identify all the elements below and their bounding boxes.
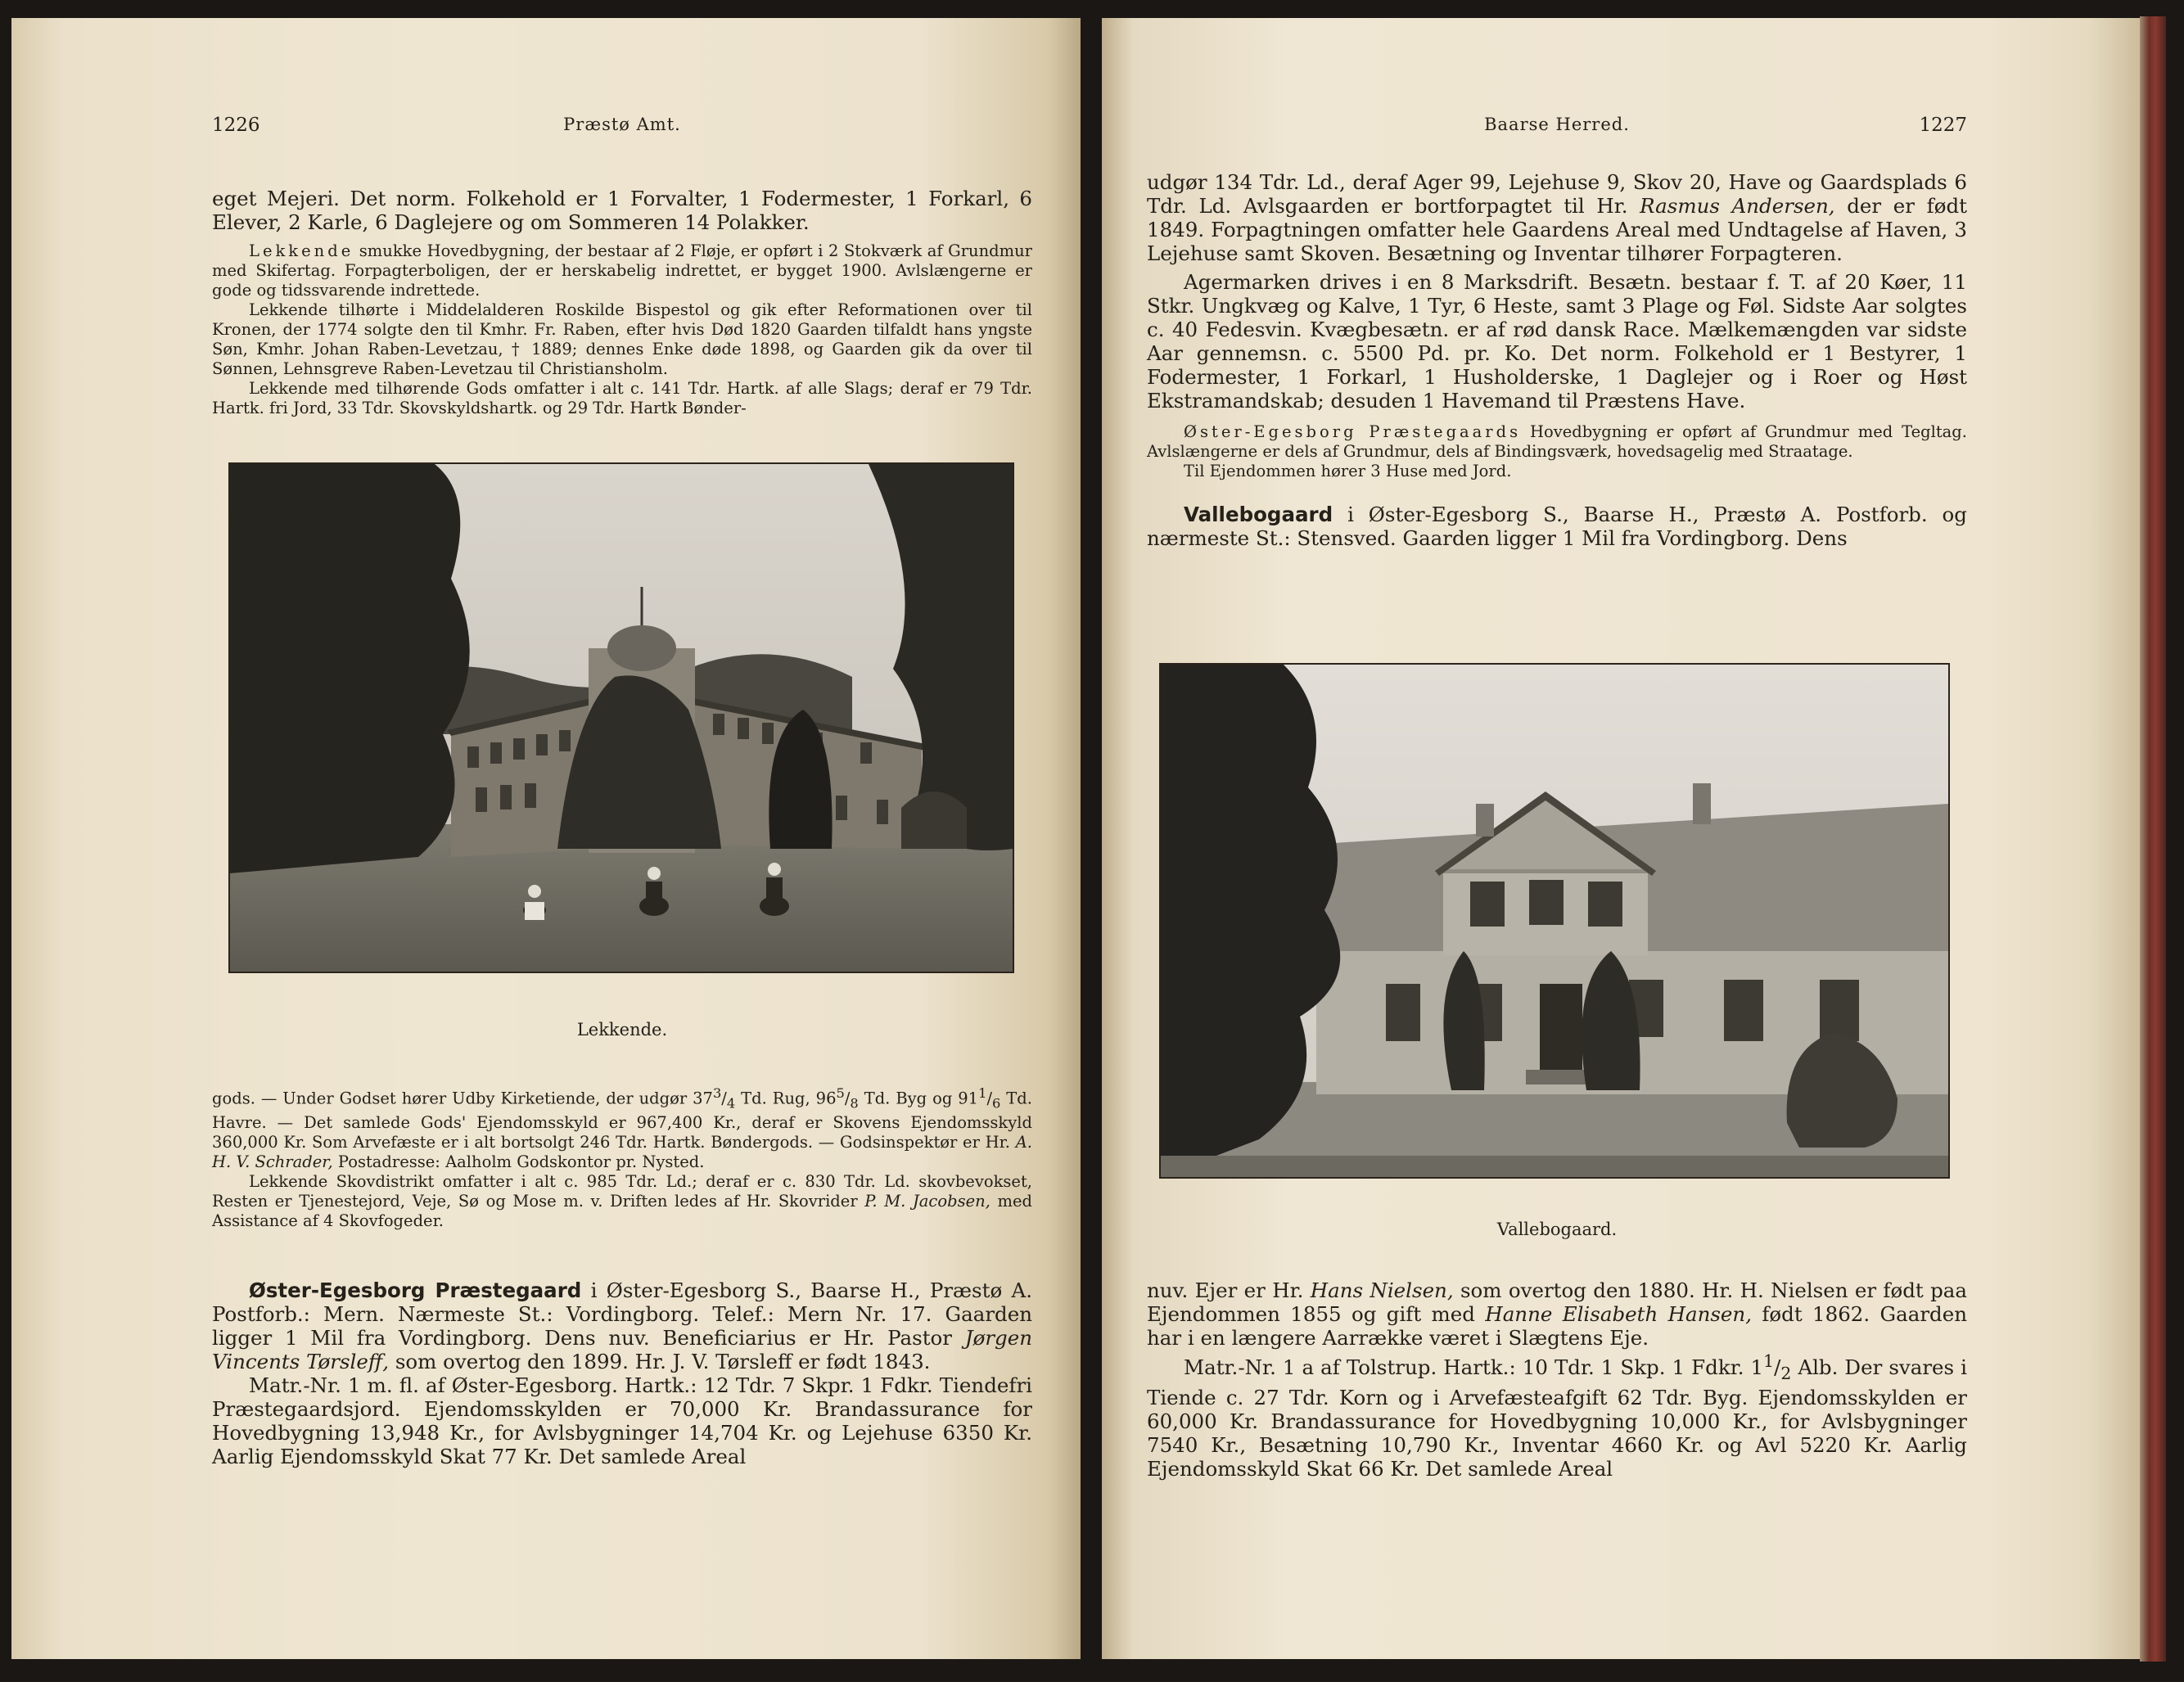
person-name: P. M. Jacobsen, [864,1192,990,1211]
paragraph: Lekkende tilhørte i Middelalderen Roskilde Bispestol og gik efter Reformationen over til Kronen, der 1774 solgte den til Kmhr. Fr. Raben, efter hvis Død 1820 Gaarden tilfaldt hans yngste Søn, Kmhr. Johan Raben-Levetzau, † 1889; dennes Enke døde 1898, og Gaarden gik da over til Sønnen, Lehnsgreve Raben-Levetzau til Christiansholm. [212,300,1032,378]
left-page-header [212,115,1032,144]
person-name: A. H. V. Schrader, [212,1133,1032,1172]
entry-title: Vallebogaard [1184,503,1333,526]
entry-paragraph: Vallebogaard i Øster-Egesborg S., Baarse H., Præstø A. Postforb. og nærmeste St.: Stensved. Gaarden ligger 1 Mil fra Vordingborg. Dens [1147,503,1967,550]
running-head: Præstø Amt. [563,115,681,134]
right-top-text [1147,170,1967,550]
paragraph: Matr.-Nr. 1 m. fl. af Øster-Egesborg. Hartk.: 12 Tdr. 7 Skpr. 1 Fdkr. Tiendefri Præstegaardsjord. Ejendomsskylden er 70,000 Kr. Brandassurance for Hovedbygning 13,948 Kr., for Avlsbygninger 14,704 Kr. og Lejehuse 6350 Kr. Aarlig Ejendomsskyld Skat 77 Kr. Det samlede Areal [212,1373,1032,1468]
entry-paragraph: Øster-Egesborg Præstegaard i Øster-Egesborg S., Baarse H., Præstø A. Postforb.: Mern. Nærmeste St.: Vordingborg. Telef.: Mern Nr. 17. Gaarden ligger 1 Mil fra Vordingborg. Dens nuv. Beneficiarius er Hr. Pastor Jørgen Vincents Tørsleff, som overtog den 1899. Hr. J. V. Tørsleff er født 1843. [212,1278,1033,1373]
left-middle-text [212,1084,1032,1231]
paragraph: gods. — Under Godset hører Udby Kirketiende, der udgør $37^3/_4$ Td. Rug, $96^5/_8$ Td. Byg og $91^1/_6$ Td. Havre. — Det samlede Gods' Ejendomsskyld er 967,400 Kr., deraf er Skovens Ejendomsskyld 360,000 Kr. Som Arvefæste er i alt bortsolgt 246 Tdr. Hartk. Bøndergods. — Godsinspektør er Hr. A. H. V. Schrader, Postadresse: Aalholm Godskontor pr. Nysted. [212,1085,1032,1172]
photo-caption: Vallebogaard. [1496,1220,1618,1239]
paragraph: Til Ejendommen hører 3 Huse med Jord. [1184,462,1512,480]
paragraph: Lekkende Skovdistrikt omfatter i alt c. 985 Tdr. Ld.; deraf er c. 830 Tdr. Ld. skovbevokset, Resten er Tjenestejord, Veje, Sø og Mose m. v. Driften ledes af Hr. Skovrider P. M. Jacobsen, med Assistance af 4 Skovfogeder. [212,1172,1032,1231]
book-binding-edge [2140,16,2166,1662]
page-number: 1226 [212,115,260,136]
person-name: Hans Nielsen, [1310,1278,1454,1302]
paragraph: Lekkende smukke Hovedbygning, der bestaar af 2 Fløje, er opført i 2 Stokværk af Grundmur med Skifertag. Forpagterboligen, der er herskabelig indrettet, er bygget 1900. Avlslængerne er gode og tidssvarende indrettede. [212,241,1032,300]
running-head: Baarse Herred. [1484,115,1630,134]
paragraph: eget Mejeri. Det norm. Folkehold er 1 Forvalter, 1 Fodermester, 1 Forkarl, 6 Elever, 2 Karle, 6 Daglejere og om Sommeren 14 Polakker. [212,187,1032,234]
left-top-text [212,187,1032,418]
right-page-header [1147,115,1967,144]
paragraph: Lekkende med tilhørende Gods omfatter i alt c. 141 Tdr. Hartk. af alle Slags; deraf er 79 Tdr. Hartk. fri Jord, 33 Tdr. Skovskyldshartk. og 29 Tdr. Hartk Bønder- [212,379,1032,417]
paragraph: Øster-Egesborg Præstegaards Hovedbygning er opført af Grundmur med Tegltag. Avlslængerne er dels af Grundmur, dels af Bindingsværk, hovedsagelig med Straatage. [1147,422,1967,461]
vallebogaard-photo [1159,663,1950,1179]
paragraph: Matr.-Nr. 1 a af Tolstrup. Hartk.: 10 Tdr. 1 Skp. 1 Fdkr. $1^1/_2$ Alb. Der svares i Tiende c. 27 Tdr. Korn og i Arvefæsteafgift 62 Tdr. Byg. Ejendomsskylden er 60,000 Kr. Brandassurance for Hovedbygning 10,000 Kr., for Avlsbygninger 7540 Kr., Besætning 10,790 Kr., Inventar 4660 Kr. og Avl 5220 Kr. Aarlig Ejendomsskyld Skat 66 Kr. Det samlede Areal [1147,1351,1967,1481]
lekkende-photo [228,462,1014,973]
paragraph: Agermarken drives i en 8 Marksdrift. Besætn. bestaar f. T. af 20 Køer, 11 Stkr. Ungkvæg og Kalve, 1 Tyr, 6 Heste, samt 3 Plage og Føl. Sidste Aar solgtes c. 40 Fedesvin. Kvægbesætn. er af rød dansk Race. Mælkemængden var sidste Aar gennemsn. c. 5500 Pd. pr. Ko. Det norm. Folkehold er 1 Bestyrer, 1 Fodermester, 1 Forkarl, 1 Husholderske, 1 Daglejer og i Roer og Høst Ekstramandskab; desuden 1 Havemand til Præstens Have. [1147,270,1967,413]
person-name: Hanne Elisabeth Hansen, [1485,1302,1752,1326]
right-bottom-text [1147,1278,1967,1481]
paragraph: udgør 134 Tdr. Ld., deraf Ager 99, Lejehuse 9, Skov 20, Have og Gaardsplads 6 Tdr. Ld. Avlsgaarden er bortforpagtet til Hr. Rasmus Andersen, der er født 1849. Forpagtningen omfatter hele Gaardens Areal med Undtagelse af Haven, 3 Lejehuse samt Skoven. Besætning og Inventar tilhører Forpagteren. [1147,170,1967,265]
lead-word: Lekkende [249,241,354,260]
right-page [1102,18,2140,1659]
photo-caption: Lekkende. [576,1020,668,1039]
farmhouse-image [1161,665,1948,1177]
page-number: 1227 [1919,115,1967,136]
left-entry-text [212,1278,1032,1468]
person-name: Rasmus Andersen, [1640,194,1835,218]
person-name: Jørgen Vincents Tørsleff, [212,1326,1032,1373]
left-page [11,18,1081,1659]
manor-house-image [230,464,1013,972]
paragraph: nuv. Ejer er Hr. Hans Nielsen, som overtog den 1880. Hr. H. Nielsen er født paa Ejendommen 1855 og gift med Hanne Elisabeth Hansen, født 1862. Gaarden har i en længere Aarrække været i Slægtens Eje. [1147,1278,1968,1350]
lead-word: Øster-Egesborg Præstegaards [1184,422,1522,441]
entry-title: Øster-Egesborg Præstegaard [249,1278,582,1302]
